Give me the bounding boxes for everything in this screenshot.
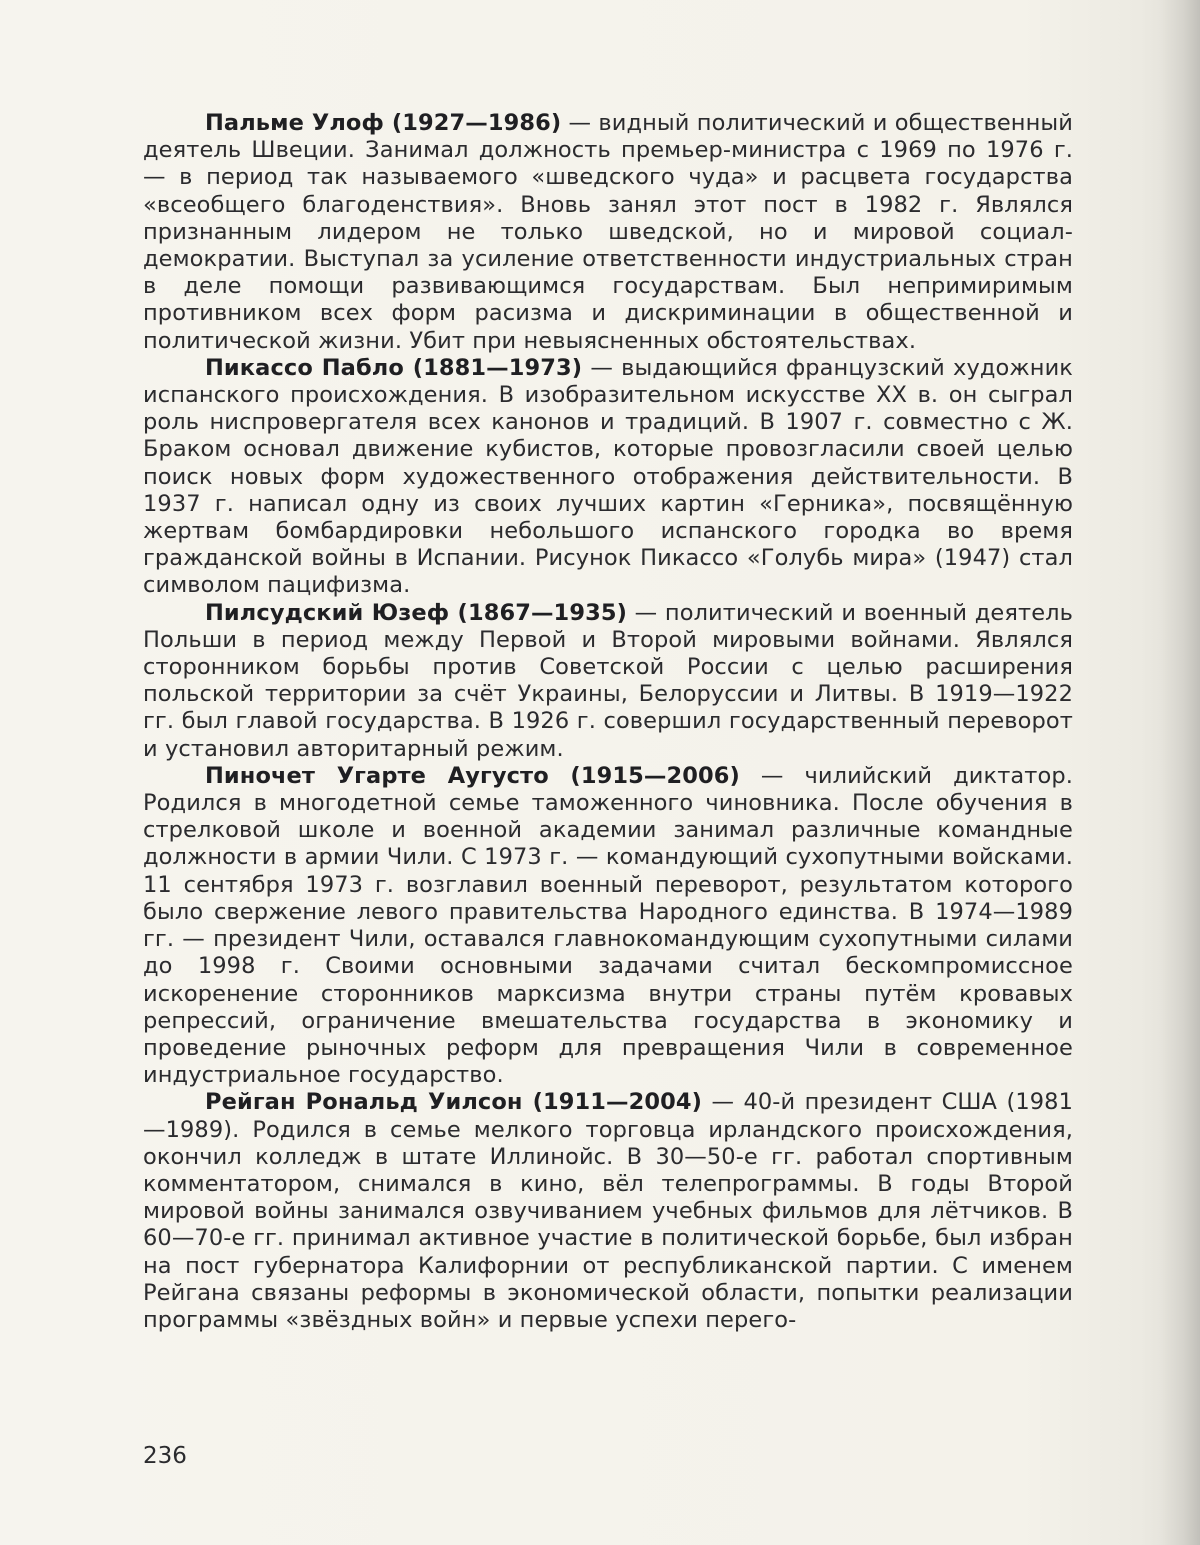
entry-pilsudski	[143, 600, 1073, 763]
entry-palme	[143, 110, 1073, 355]
entry-text: — политический и военный деятель Польши в период между Первой и Второй мировыми войнами. Являлся сторонником борьбы против Советской России с целью расширения польской территории за счёт Украины, Белоруссии и Литвы. В 1919—1922 гг. был главой государства. В 1926 г. совершил государственный переворот и установил авторитарный режим.	[143, 599, 1073, 762]
entry-reagan	[143, 1089, 1073, 1334]
entry-picasso	[143, 355, 1073, 600]
entry-pinochet	[143, 763, 1073, 1089]
entry-text: — чилийский диктатор. Родился в многодетной семье таможенного чиновника. После обучения в стрелковой школе и военной академии занимал различные командные должности в армии Чили. С 1973 г. — командующий сухопутными войсками. 11 сентября 1973 г. возглавил военный переворот, результатом которого было свержение левого правительства Народного единства. В 1974—1989 гг. — президент Чили, оставался главнокомандующим сухопутными силами до 1998 г. Своими основными задачами считал бескомпромиссное искоренение сторонников марксизма внутри страны путём кровавых репрессий, ограничение вмешательства государства в экономику и проведение рыночных реформ для превращения Чили в современное индустриальное государство.	[143, 762, 1073, 1089]
entry-text: — выдающийся французский художник испанского происхождения. В изобразительном искусстве XX в. он сыграл роль ниспровергателя всех канонов и традиций. В 1907 г. совместно с Ж. Браком основал движение кубистов, которые провозгласили своей целью поиск новых форм художественного отображения действительности. В 1937 г. написал одну из своих лучших картин «Герника», посвящённую жертвам бомбардировки небольшого испанского городка во время гражданской войны в Испании. Рисунок Пикассо «Голубь мира» (1947) стал символом пацифизма.	[143, 354, 1073, 599]
entry-name: Пилсудский Юзеф (1867—1935)	[205, 599, 627, 626]
entry-name: Пикассо Пабло (1881—1973)	[205, 354, 583, 381]
spine-shadow	[1160, 0, 1200, 1545]
biography-text-block	[143, 110, 1073, 1334]
entry-name: Пальме Улоф (1927—1986)	[205, 110, 562, 136]
entry-text: — видный политический и общественный деятель Швеции. Занимал должность премьер-министра с 1969 по 1976 г. — в период так называемого «шведского чуда» и расцвета государства «всеобщего благоденствия». Вновь занял этот пост в 1982 г. Являлся признанным лидером не только шведской, но и мировой социал-демократии. Выступал за усиление ответственности индустриальных стран в деле помощи развивающимся государствам. Был непримиримым противником всех форм расизма и дискриминации в общественной и политической жизни. Убит при невыясненных обстоятельствах.	[143, 110, 1074, 354]
entry-name: Пиночет Угарте Аугусто (1915—2006)	[205, 762, 740, 789]
entry-text: — 40-й президент США (1981—1989). Родился в семье мелкого торговца ирландского происхождения, окончил колледж в штате Иллинойс. В 30—50-е гг. работал спортивным комментатором, снимался в кино, вёл телепрограммы. В годы Второй мировой войны занимался озвучиванием учебных фильмов для лётчиков. В 60—70-е гг. принимал активное участие в политической борьбе, был избран на пост губернатора Калифорнии от республиканской партии. С именем Рейгана связаны реформы в экономической области, попытки реализации программы «звёздных войн» и первые успехи перего-	[143, 1089, 1073, 1333]
page-number: 236	[143, 1443, 187, 1469]
entry-name: Рейган Рональд Уилсон (1911—2004)	[205, 1089, 703, 1116]
